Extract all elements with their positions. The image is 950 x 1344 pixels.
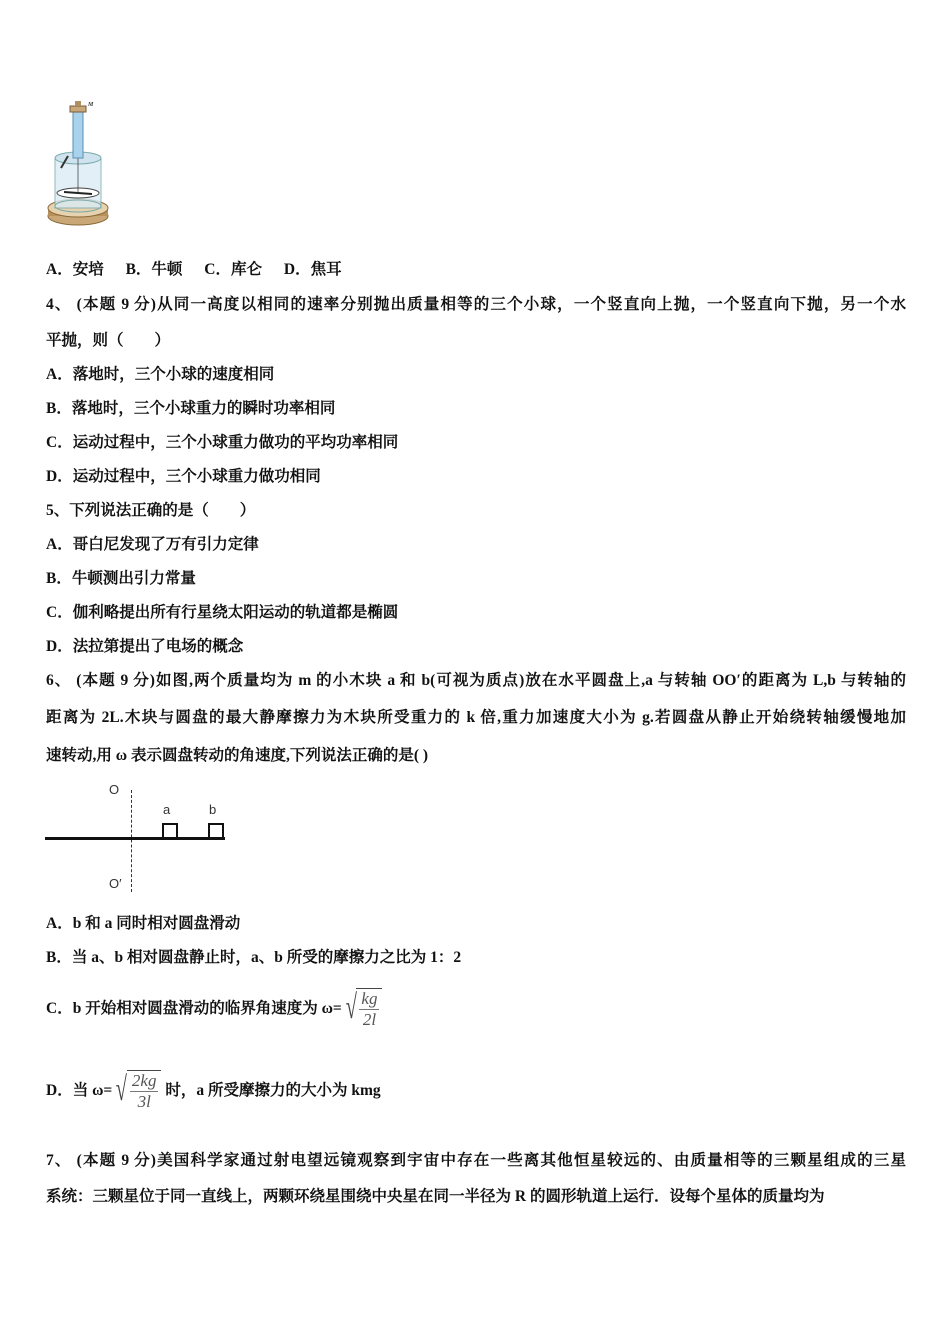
q5-option-b: B．牛顿测出引力常量 <box>46 570 196 587</box>
block-label-b: b <box>209 802 217 817</box>
fraction-numerator: 2kg <box>131 1071 157 1091</box>
q3-options <box>46 260 360 280</box>
q6-option-d-prefix: D．当 ω= <box>46 1082 113 1099</box>
q5-option-a: A．哥白尼发现了万有引力定律 <box>46 536 259 553</box>
torsion-balance-figure <box>46 98 116 230</box>
q4-option-d: D．运动过程中，三个小球重力做功相同 <box>46 468 321 485</box>
fraction-numerator: kg <box>361 989 378 1009</box>
axis-label-o-prime: O′ <box>109 876 122 891</box>
q6-option-a: A．b 和 a 同时相对圆盘滑动 <box>46 915 241 932</box>
q6-option-d <box>46 1068 381 1114</box>
q7-stem-line-2: 系统：三颗星位于同一直线上，两颗环绕星围绕中央星在同一半径为 R 的圆形轨道上运行．设每个星体的质量均为 <box>46 1188 825 1205</box>
q4-option-a: A．落地时，三个小球的速度相同 <box>46 366 275 383</box>
q4-stem-line-2: 平抛，则（ ） <box>46 332 171 349</box>
svg-text:M: M <box>88 102 94 108</box>
fraction-denominator: 2l <box>362 1010 377 1030</box>
q5-option-c: C．伽利略提出所有行星绕太阳运动的轨道都是椭圆 <box>46 604 399 621</box>
rotation-axis <box>131 790 132 892</box>
q6-stem-line-2: 距离为 2L.木块与圆盘的最大静摩擦力为木块所受重力的 k 倍,重力加速度大小为 g.若圆盘从静止开始绕转轴缓慢地加 <box>46 709 906 726</box>
q4-option-c: C．运动过程中，三个小球重力做功的平均功率相同 <box>46 434 399 451</box>
q6-option-c-text: C．b 开始相对圆盘滑动的临界角速度为 ω= <box>46 1000 342 1017</box>
q3-option-a: A．安培 <box>46 261 104 278</box>
q6-stem-line-1: 6、 (本题 9 分)如图,两个质量均为 m 的小木块 a 和 b(可视为质点)放在水平圆盘上,a 与转轴 OO′的距离为 L,b 与转轴的 <box>46 672 906 689</box>
block-a <box>162 823 178 838</box>
rotating-disk-figure <box>44 782 234 894</box>
fraction-denominator: 3l <box>137 1092 151 1112</box>
q6-option-b: B．当 a、b 相对圆盘静止时，a、b 所受的摩擦力之比为 1：2 <box>46 949 462 966</box>
q4-stem-line-1: 4、 (本题 9 分)从同一高度以相同的速率分别抛出质量相等的三个小球，一个竖直向上抛，一个竖直向下抛，另一个水 <box>46 296 906 313</box>
disk-line <box>45 837 225 840</box>
axis-label-o: O <box>109 782 120 797</box>
block-label-a: a <box>163 802 171 817</box>
q6-option-c <box>46 986 382 1032</box>
sqrt-expression: √ $\frac{2kg}{3l}$ <box>112 1070 161 1112</box>
q7-stem-line-1: 7、 (本题 9 分)美国科学家通过射电望远镜观察到宇宙中存在一些离其他恒星较远的、由质量相等的三颗星组成的三星 <box>46 1152 906 1169</box>
q6-stem-line-3: 速转动,用 ω 表示圆盘转动的角速度,下列说法正确的是( ) <box>46 747 429 764</box>
q5-stem: 5、下列说法正确的是（ ） <box>46 502 256 519</box>
q6-option-d-suffix: 时，a 所受摩擦力的大小为 kmg <box>165 1082 381 1099</box>
q3-option-d: D．焦耳 <box>283 261 342 278</box>
q3-option-c: C．库仑 <box>204 261 262 278</box>
sqrt-expression: √ $\frac{kg}{2l}$ <box>342 988 383 1030</box>
block-b <box>208 823 224 838</box>
q3-option-b: B．牛顿 <box>125 261 183 278</box>
q5-option-d: D．法拉第提出了电场的概念 <box>46 638 244 655</box>
q4-option-b: B．落地时，三个小球重力的瞬时功率相同 <box>46 400 336 417</box>
